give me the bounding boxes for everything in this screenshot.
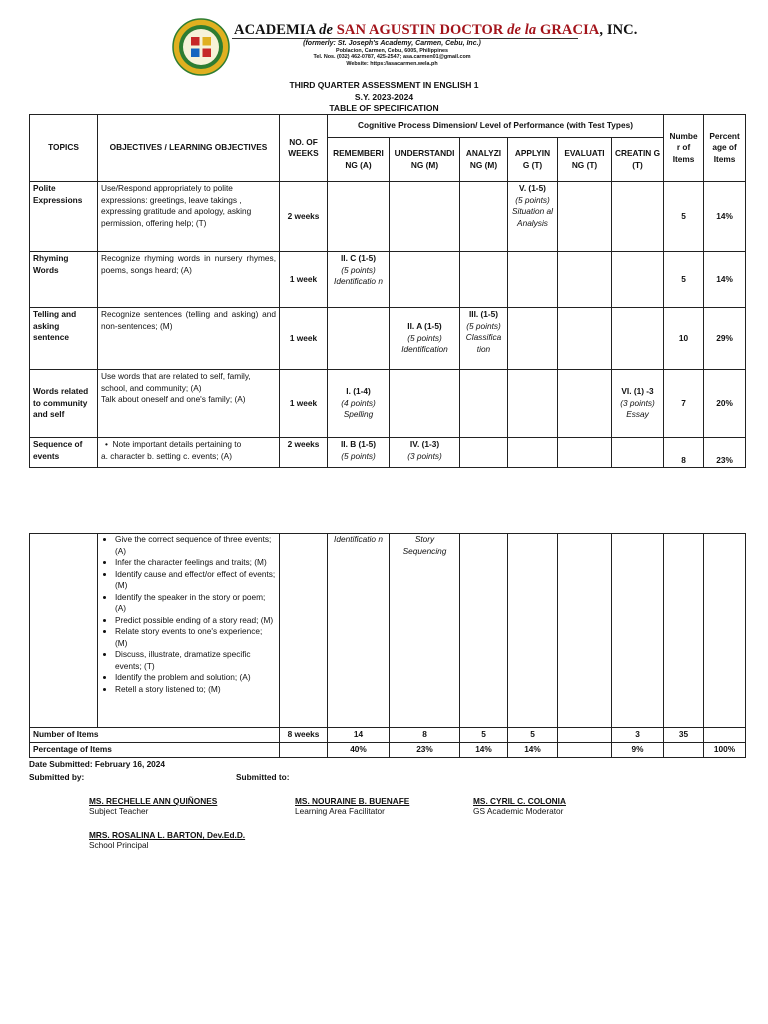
applying-cell: [508, 252, 558, 308]
evaluating-cell: [558, 438, 612, 468]
signatory-name: MS. NOURAINE B. BUENAFE: [295, 796, 410, 806]
applying-cell: [508, 438, 558, 468]
pct-understanding: 23%: [390, 743, 460, 758]
header-row: [30, 115, 746, 138]
submitted-by-label: Submitted by:: [29, 772, 85, 782]
header-rule: [232, 38, 578, 39]
remembering-cell: [328, 182, 390, 252]
signatory-academic-moderator: [473, 796, 566, 816]
topic-cell: Words related to community and self: [30, 370, 98, 438]
evaluating-cell: [558, 370, 612, 438]
total-items: 35: [664, 728, 704, 743]
table-row: [30, 534, 746, 728]
signatory-school-principal: [89, 830, 245, 850]
col-header-creating: CREATIN G (T): [612, 138, 664, 182]
total-percent: [704, 728, 746, 743]
percent-cell: [704, 534, 746, 728]
topic-cell: Telling and asking sentence: [30, 308, 98, 370]
objective-cell: Recognize sentences (telling and asking) and non-sentences; (M): [98, 308, 280, 370]
col-header-items: Numbe r of Items: [664, 115, 704, 182]
list-item: • Identify the speaker in the story or poem; (A): [115, 592, 276, 615]
remembering-cell: II. B (1-5) (5 points): [328, 438, 390, 468]
submitted-to-label: Submitted to:: [236, 772, 290, 782]
total-remembering: 14: [328, 728, 390, 743]
specification-table-continued: [29, 533, 746, 758]
percentage-row: [30, 743, 746, 758]
signatory-role: Learning Area Facilitator: [295, 806, 385, 816]
signatory-role: GS Academic Moderator: [473, 806, 564, 816]
signatory-learning-area-facilitator: [295, 796, 409, 816]
pct-evaluating: [558, 743, 612, 758]
applying-cell: V. (1-5) (5 points) Situation al Analysis: [508, 182, 558, 252]
weeks-cell: [280, 534, 328, 728]
signatory-role: School Principal: [89, 840, 149, 850]
evaluating-cell: [558, 308, 612, 370]
list-item: • Identify cause and effect/or effect of events; (M): [115, 569, 276, 592]
school-address: Poblacion, Carmen, Cebu, 6005, Philippines Tel. Nos. (032) 462-0787, 425-2547; asa.carmen01@gmail.com Website: https://asacarmen.wela.ph: [313, 48, 471, 67]
percent-cell: 14%: [704, 252, 746, 308]
understanding-cell: Story Sequencing: [390, 534, 460, 728]
analyzing-cell: [460, 252, 508, 308]
analyzing-cell: [460, 534, 508, 728]
percent-cell: 23%: [704, 438, 746, 468]
school-name: ACADEMIA de SAN AGUSTIN DOCTOR de la GRACIA, INC.: [234, 22, 638, 38]
list-item: • Predict possible ending of a story read; (M): [115, 615, 276, 627]
title-line-2: S.Y. 2023-2024: [354, 91, 414, 102]
col-header-evaluating: EVALUATI NG (T): [558, 138, 612, 182]
pct-weeks: [280, 743, 328, 758]
remembering-cell: I. (1-4) (4 points) Spelling: [328, 370, 390, 438]
total-weeks: 8 weeks: [280, 728, 328, 743]
total-evaluating: [558, 728, 612, 743]
understanding-cell: [390, 370, 460, 438]
objective-cell: Use words that are related to self, family, school, and community; (A) Talk about oneself and one's family; (A): [98, 370, 280, 438]
total-creating: 3: [612, 728, 664, 743]
items-cell: 7: [664, 370, 704, 438]
items-cell: [664, 534, 704, 728]
evaluating-cell: [558, 534, 612, 728]
analyzing-cell: [460, 182, 508, 252]
evaluating-cell: [558, 182, 612, 252]
topic-cell: Rhyming Words: [30, 252, 98, 308]
list-item: • Identify the problem and solution; (A): [115, 672, 276, 684]
school-seal-logo: [172, 18, 230, 76]
percentage-label: Percentage of Items: [30, 743, 280, 758]
percent-cell: 29%: [704, 308, 746, 370]
signatory-name: MS. CYRIL C. COLONIA: [473, 796, 566, 806]
col-header-percent: Percent age of Items: [704, 115, 746, 182]
table-row: [30, 252, 746, 308]
table-row: [30, 308, 746, 370]
col-header-objectives: OBJECTIVES / LEARNING OBJECTIVES: [98, 115, 280, 182]
col-header-remembering: REMEMBERI NG (A): [328, 138, 390, 182]
understanding-cell: [390, 182, 460, 252]
table-row: [30, 438, 746, 468]
col-header-understanding: UNDERSTANDI NG (M): [390, 138, 460, 182]
totals-label: Number of Items: [30, 728, 280, 743]
col-header-topics: TOPICS: [30, 115, 98, 182]
understanding-cell: [390, 252, 460, 308]
list-item: • Give the correct sequence of three events; (A): [115, 534, 276, 557]
understanding-cell: II. A (1-5) (5 points) Identification: [390, 308, 460, 370]
items-cell: 8: [664, 438, 704, 468]
creating-cell: [612, 252, 664, 308]
items-cell: 5: [664, 252, 704, 308]
signatory-name: MRS. ROSALINA L. BARTON, Dev.Ed.D.: [89, 830, 246, 840]
applying-cell: [508, 534, 558, 728]
objective-cell: Use/Respond appropriately to polite expressions: greetings, leave takings , expressing gratitude and apology, asking permission, offering help; (T): [98, 182, 280, 252]
signatory-role: Subject Teacher: [89, 806, 149, 816]
creating-cell: [612, 182, 664, 252]
list-item: • Discuss, illustrate, dramatize specific events; (T): [115, 649, 276, 672]
objective-cell: [98, 534, 280, 728]
weeks-cell: 1 week: [280, 370, 328, 438]
specification-table: [29, 114, 746, 468]
topic-cell: Polite Expressions: [30, 182, 98, 252]
table-row: [30, 182, 746, 252]
document-title: [0, 80, 768, 115]
pct-items: [664, 743, 704, 758]
analyzing-cell: [460, 438, 508, 468]
creating-cell: [612, 534, 664, 728]
creating-cell: VI. (1) -3 (3 points) Essay: [612, 370, 664, 438]
analyzing-cell: III. (1-5) (5 points) Classifica tion: [460, 308, 508, 370]
pct-analyzing: 14%: [460, 743, 508, 758]
col-header-cognitive: Cognitive Process Dimension/ Level of Performance (with Test Types): [328, 115, 664, 138]
applying-cell: [508, 308, 558, 370]
weeks-cell: 2 weeks: [280, 438, 328, 468]
col-header-applying: APPLYIN G (T): [508, 138, 558, 182]
total-understanding: 8: [390, 728, 460, 743]
weeks-cell: 2 weeks: [280, 182, 328, 252]
former-name: (formerly: St. Joseph's Academy, Carmen, Cebu, Inc.): [303, 40, 481, 47]
understanding-cell: IV. (1-3) (3 points): [390, 438, 460, 468]
remembering-cell: II. C (1-5) (5 points) Identificatio n: [328, 252, 390, 308]
percent-cell: 20%: [704, 370, 746, 438]
list-item: • Retell a story listened to; (M): [115, 684, 276, 696]
creating-cell: [612, 308, 664, 370]
creating-cell: [612, 438, 664, 468]
title-line-1: THIRD QUARTER ASSESSMENT IN ENGLISH 1: [289, 80, 479, 90]
percent-cell: 14%: [704, 182, 746, 252]
table-row: [30, 370, 746, 438]
objective-cell: • Note important details pertaining to a. character b. setting c. events; (A): [98, 438, 280, 468]
remembering-cell: Identificatio n: [328, 534, 390, 728]
pct-remembering: 40%: [328, 743, 390, 758]
title-line-3: TABLE OF SPECIFICATION: [329, 103, 439, 113]
weeks-cell: 1 week: [280, 308, 328, 370]
date-submitted: Date Submitted: February 16, 2024: [29, 759, 166, 769]
col-header-analyzing: ANALYZI NG (M): [460, 138, 508, 182]
signatory-subject-teacher: [89, 796, 217, 816]
objective-bullet-list: [101, 534, 276, 695]
topic-cell: [30, 534, 98, 728]
weeks-cell: 1 week: [280, 252, 328, 308]
topic-cell: Sequence of events: [30, 438, 98, 468]
analyzing-cell: [460, 370, 508, 438]
total-applying: 5: [508, 728, 558, 743]
items-cell: 10: [664, 308, 704, 370]
pct-applying: 14%: [508, 743, 558, 758]
remembering-cell: [328, 308, 390, 370]
pct-total: 100%: [704, 743, 746, 758]
items-cell: 5: [664, 182, 704, 252]
signatory-name: MS. RECHELLE ANN QUIÑONES: [89, 796, 218, 806]
total-analyzing: 5: [460, 728, 508, 743]
pct-creating: 9%: [612, 743, 664, 758]
totals-row: [30, 728, 746, 743]
list-item: • Infer the character feelings and traits; (M): [115, 557, 276, 569]
objective-cell: Recognize rhyming words in nursery rhymes, poems, songs heard; (A): [98, 252, 280, 308]
evaluating-cell: [558, 252, 612, 308]
list-item: • Relate story events to one's experience; (M): [115, 626, 276, 649]
applying-cell: [508, 370, 558, 438]
col-header-weeks: NO. OF WEEKS: [280, 115, 328, 182]
